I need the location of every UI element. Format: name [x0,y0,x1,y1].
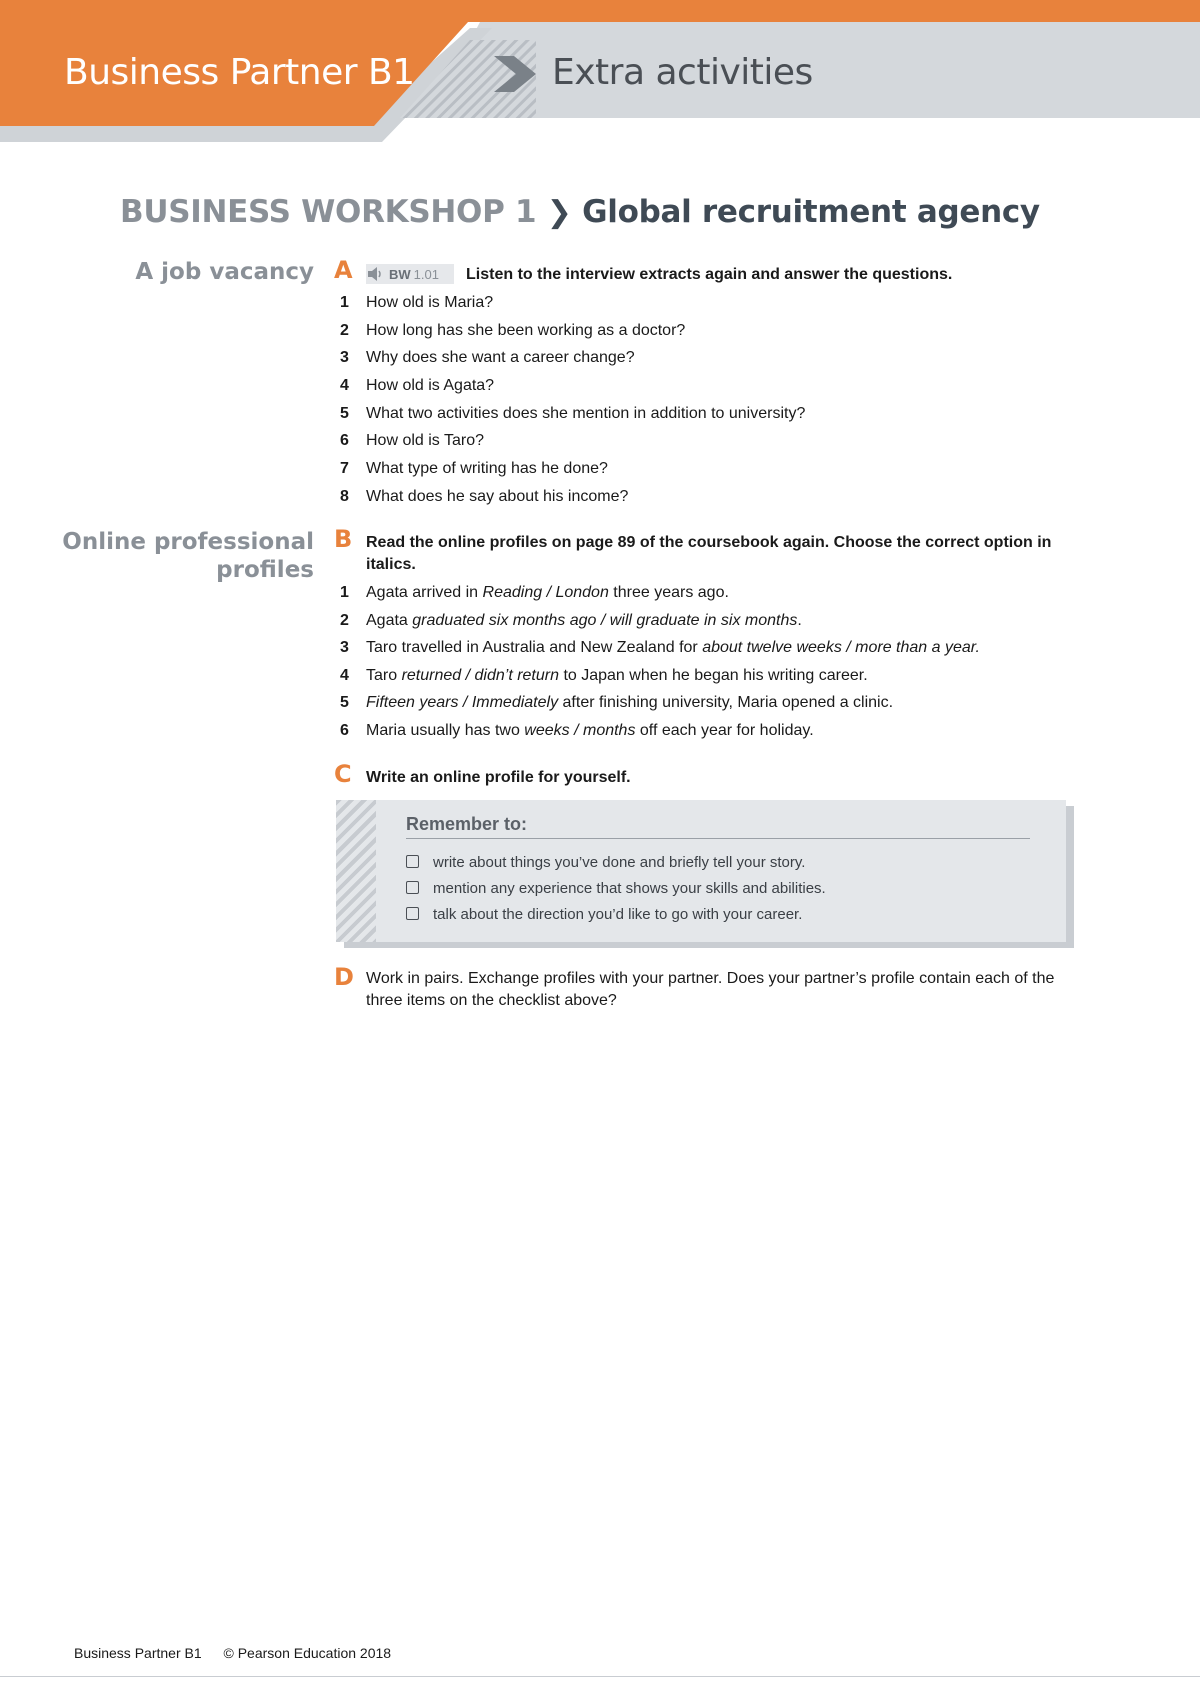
exercise-c-instruction: Write an online profile for yourself. [366,769,631,786]
exercise-b-letter: B [334,525,353,553]
italic-option[interactable]: graduated six months ago / will graduate in six months [412,611,798,629]
italic-option[interactable]: Reading / London [482,584,609,601]
checklist [406,850,826,928]
footer-book: Business Partner B1 [74,1645,202,1661]
question-item: 4 How old is Agata? [340,377,495,395]
remember-title: Remember to: [406,814,1030,839]
italic-option[interactable]: weeks / months [524,721,636,739]
choice-item: 5 Fifteen years / Immediately after finishing university, Maria opened a clinic. [340,694,894,711]
section-heading-job-vacancy: A job vacancy [135,259,314,285]
question-item: 7 What type of writing has he done? [340,460,608,478]
hatch-decoration [336,800,376,942]
exercise-c-letter: C [334,760,352,788]
exercise-b-instruction: Read the online profiles on page 89 of the coursebook again. Choose the correct option in italics. [366,534,1052,573]
choice-item: 3 Taro travelled in Australia and New Zealand for about twelve weeks / more than a year. [340,639,980,656]
page-header [0,0,1200,150]
checklist-item: write about things you’ve done and briefly tell your story. [406,850,826,876]
section-title: Extra activities [552,52,813,93]
question-item: 3 Why does she want a career change? [340,349,635,367]
checkbox-icon[interactable] [406,855,419,868]
audio-number: 1.01 [413,266,439,282]
exercise-d-instruction: Work in pairs. Exchange profiles with your partner. Does your partner’s profile contain each of the three items on the checklist above? [366,970,1055,1009]
section-heading-online-profiles: Online professional profiles [62,529,314,583]
page-footer [74,1645,409,1661]
italic-option[interactable]: Fifteen years / Immediately [366,694,559,711]
exercise-d-letter: D [334,963,354,991]
italic-option[interactable]: returned / didn’t return [401,666,559,684]
italic-option[interactable]: about twelve weeks / more than a year. [702,639,980,656]
footer-copyright: © Pearson Education 2018 [223,1645,392,1661]
checkbox-icon[interactable] [406,907,419,920]
choice-item: 1 Agata arrived in Reading / London three years ago. [340,584,729,601]
exercise-a-letter: A [334,256,353,284]
checklist-item: talk about the direction you’d like to go with your career. [406,902,826,928]
checkbox-icon[interactable] [406,881,419,894]
question-item: 8 What does he say about his income? [340,487,629,505]
speaker-icon [366,266,386,282]
footer-divider [0,1676,1200,1677]
choice-item: 2 Agata graduated six months ago / will graduate in six months. [340,611,802,629]
choice-item: 4 Taro returned / didn’t return to Japan when he began his writing career. [340,666,868,684]
question-item: 5 What two activities does she mention in addition to university? [340,404,806,422]
exercise-b-items [340,579,980,744]
question-item: 6 How old is Taro? [340,432,484,450]
page-title [120,194,1040,230]
workshop-title: Global recruitment agency [582,194,1040,230]
workshop-label: BUSINESS WORKSHOP 1 [120,194,537,230]
checklist-item: mention any experience that shows your skills and abilities. [406,876,826,902]
audio-track-button[interactable] [366,264,454,284]
question-item: 2 How long has she been working as a doctor? [340,321,686,339]
brand-title: Business Partner B1 [64,52,415,93]
question-item: 1 How old is Maria? [340,294,494,311]
exercise-a-questions [340,289,805,511]
audio-code: BW [389,266,411,282]
choice-item: 6 Maria usually has two weeks / months off each year for holiday. [340,721,814,739]
exercise-a-instruction: Listen to the interview extracts again and answer the questions. [466,266,953,283]
remember-box [336,800,1066,942]
chevron-right-icon: ❯ [546,195,572,230]
